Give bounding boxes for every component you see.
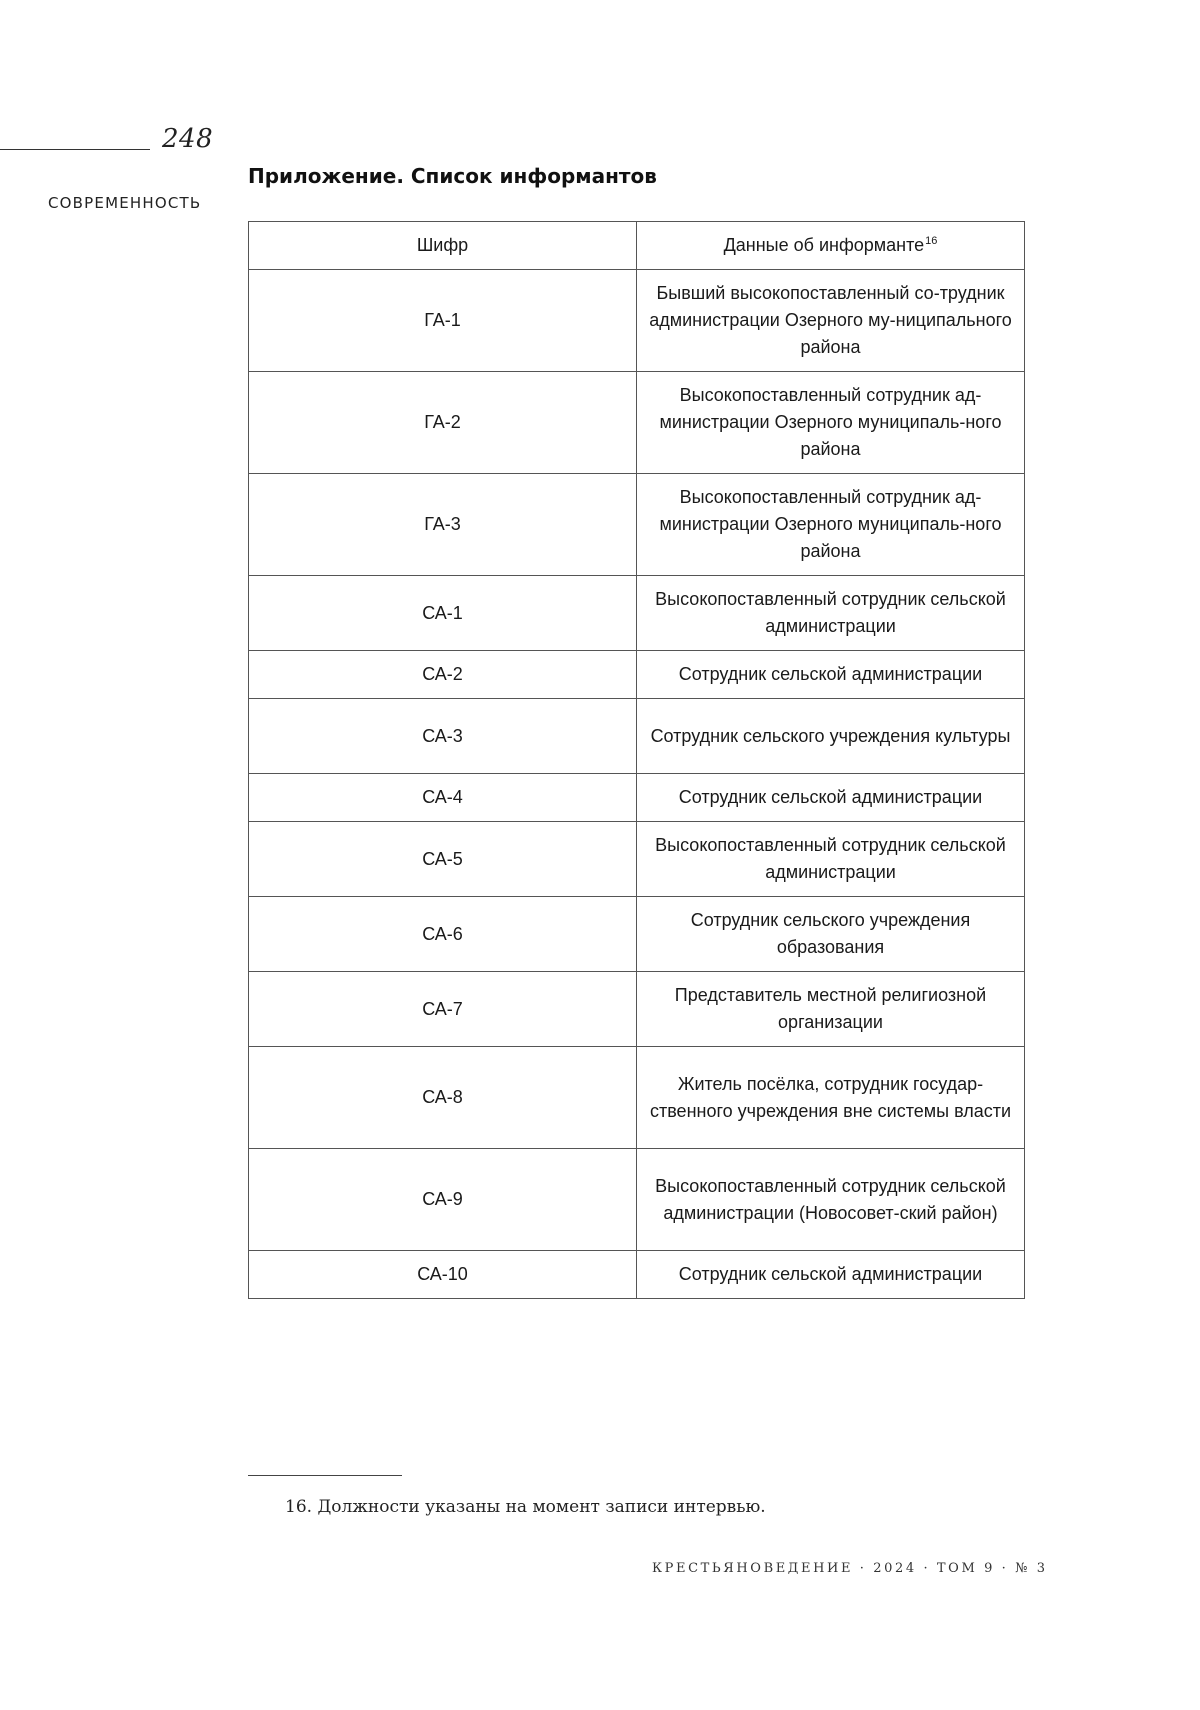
appendix-title: Приложение. Список информантов xyxy=(248,164,657,188)
cell-info: Высокопоставленный сотрудник сельской администрации (Новосовет-ский район) xyxy=(637,1149,1025,1251)
cell-code: СА-8 xyxy=(249,1047,637,1149)
section-label: СОВРЕМЕННОСТЬ xyxy=(48,194,201,212)
table-row xyxy=(249,1149,1025,1251)
cell-info: Представитель местной религиозной организации xyxy=(637,972,1025,1047)
table-row xyxy=(249,1251,1025,1299)
table-row xyxy=(249,1047,1025,1149)
cell-info: Сотрудник сельской администрации xyxy=(637,651,1025,699)
cell-info: Житель посёлка, сотрудник государ-ственного учреждения вне системы власти xyxy=(637,1047,1025,1149)
table-row xyxy=(249,651,1025,699)
cell-code: СА-4 xyxy=(249,774,637,822)
cell-info: Бывший высокопоставленный со-трудник администрации Озерного му-ниципального района xyxy=(637,270,1025,372)
table-row xyxy=(249,270,1025,372)
table-row xyxy=(249,699,1025,774)
cell-code: СА-2 xyxy=(249,651,637,699)
cell-info: Высокопоставленный сотрудник ад-министрации Озерного муниципаль-ного района xyxy=(637,474,1025,576)
cell-code: СА-6 xyxy=(249,897,637,972)
table-row xyxy=(249,822,1025,897)
cell-info: Высокопоставленный сотрудник сельской администрации xyxy=(637,576,1025,651)
footnote-rule xyxy=(248,1475,402,1476)
page-number: 248 xyxy=(162,124,213,154)
cell-code: СА-9 xyxy=(249,1149,637,1251)
journal-footer: КРЕСТЬЯНОВЕДЕНИЕ · 2024 · ТОМ 9 · № 3 xyxy=(652,1561,1048,1576)
cell-info: Сотрудник сельского учреждения культуры xyxy=(637,699,1025,774)
cell-info: Сотрудник сельского учреждения образования xyxy=(637,897,1025,972)
cell-info: Сотрудник сельской администрации xyxy=(637,774,1025,822)
cell-code: ГА-3 xyxy=(249,474,637,576)
table-row xyxy=(249,576,1025,651)
table-row xyxy=(249,774,1025,822)
table-row xyxy=(249,372,1025,474)
informants-table xyxy=(248,221,1025,1299)
table-row xyxy=(249,474,1025,576)
cell-code: ГА-2 xyxy=(249,372,637,474)
cell-code: ГА-1 xyxy=(249,270,637,372)
header-code: Шифр xyxy=(249,222,637,270)
header-info: Данные об информанте16 xyxy=(637,222,1025,270)
cell-code: СА-10 xyxy=(249,1251,637,1299)
cell-info: Высокопоставленный сотрудник сельской администрации xyxy=(637,822,1025,897)
cell-code: СА-5 xyxy=(249,822,637,897)
cell-code: СА-1 xyxy=(249,576,637,651)
page-number-rule xyxy=(0,149,150,150)
cell-info: Сотрудник сельской администрации xyxy=(637,1251,1025,1299)
table-header-row xyxy=(249,222,1025,270)
footnote: 16. Должности указаны на момент записи интервью. xyxy=(285,1497,766,1517)
footnote-ref: 16 xyxy=(925,235,937,247)
cell-info: Высокопоставленный сотрудник ад-министрации Озерного муниципаль-ного района xyxy=(637,372,1025,474)
table-row xyxy=(249,897,1025,972)
cell-code: СА-7 xyxy=(249,972,637,1047)
cell-code: СА-3 xyxy=(249,699,637,774)
table-row xyxy=(249,972,1025,1047)
